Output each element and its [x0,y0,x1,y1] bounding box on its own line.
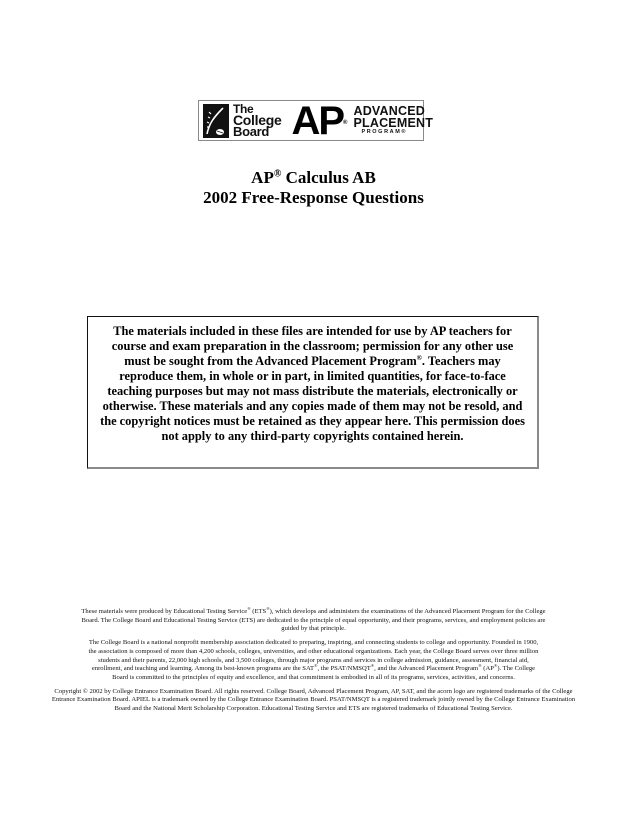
registered-mark: ® [343,119,348,126]
fp2-a: The College Board is a national nonprofit membership association dedicated to preparing, inspiring, and connecting students to college and opportunity. Founded in 1900, the association is composed of more than 4,200 schools, colleges, universities, and other educational organizations. Each year, the College Board serves over three million students and their parents, 22,000 high schools, and 3,500 colleges, through major programs and services in college admission, guidance, assessment, financial aid, enrollment, and teaching and learning. Among its best-known programs are the SAT [88,639,539,673]
ap-line-placement: PLACEMENT [353,116,434,130]
ap-line-advanced: ADVANCED [353,104,425,118]
fp2-reg1: ® [314,663,318,669]
fp1-c: ), which develops and administers the examinations of the Advanced Placement Program for the College Board. The College Board and Educational Testing Service (ETS) are dedicated to the principle of equal opportunity, and their programs, services, and employment policies are guided by that principle. [81,608,546,633]
fp1-reg1: ® [247,605,251,611]
wordmark-line-1: The [233,102,254,116]
fp2-c: , and the Advanced Placement Program [374,665,479,673]
acorn-leaf-icon [203,104,229,138]
fp2-reg2: ® [370,663,375,669]
notice-text-part-1: The materials included in these files are intended for use by AP teachers for course and exam preparation in the classroom; permission for any other use must be sought from the Advanced Placement Program [111,324,514,368]
title-subject: Calculus AB [281,168,376,187]
footer-copyright-paragraph: Copyright © 2002 by College Entrance Examination Board. All rights reserved. College Board, Advanced Placement Program, AP, SAT, and the acorn logo are registered trademarks of the College Entrance Examination Board. APIEL is a trademark owned by the College Entrance Examination Board. PSAT/NMSQT is a registered trademark jointly owned by the College Entrance Examination Board and the National Merit Scholarship Corporation. Educational Testing Service and ETS are registered trademarks of Educational Testing Service. [51,687,576,713]
title-registered-mark: ® [273,168,282,180]
notice-text-part-2: . Teachers may reproduce them, in whole or in part, in limited quantities, for face-to-face teaching purposes but may not mass distribute the materials, electronically or otherwise. These materials and any copies made of them may not be resold, and the copyright notices must be retained as they appear here. This permission does not apply to any third-party copyrights contained herein. [100,354,525,443]
fp1-b: (ETS [250,608,267,615]
fp2-b: , the PSAT/NMSQT [317,665,371,673]
wordmark-line-3: Board [233,124,270,139]
usage-notice-box [87,316,539,469]
wordmark-line-2: College [233,112,282,128]
ap-letters-text: AP [291,98,344,143]
fp2-reg3: ® [478,663,482,669]
title-ap: AP [251,168,274,187]
fp2-d: (AP [481,665,494,673]
notice-registered-mark: ® [416,353,422,362]
footer-legal [50,605,577,719]
footer-college-board-paragraph [50,639,577,683]
fp1-a: These materials were produced by Educational Testing Service [81,608,248,615]
fp2-reg4: ® [493,663,498,669]
ap-program-wordmark [353,105,433,136]
college-board-ap-logo [198,98,434,143]
page-title [0,168,627,208]
title-line-2: 2002 Free-Response Questions [203,188,424,207]
ap-letters [291,98,348,143]
ap-line-program: PROGRAM® [361,129,408,135]
footer-ets-paragraph [50,605,577,634]
title-line-1 [0,168,627,188]
college-board-wordmark [233,104,281,137]
fp1-reg2: ® [266,605,270,611]
fp2-e: ). The College Board is committed to the principles of equity and excellence, and that commitment is embodied in all of its programs, services, activities, and concerns. [112,665,536,681]
